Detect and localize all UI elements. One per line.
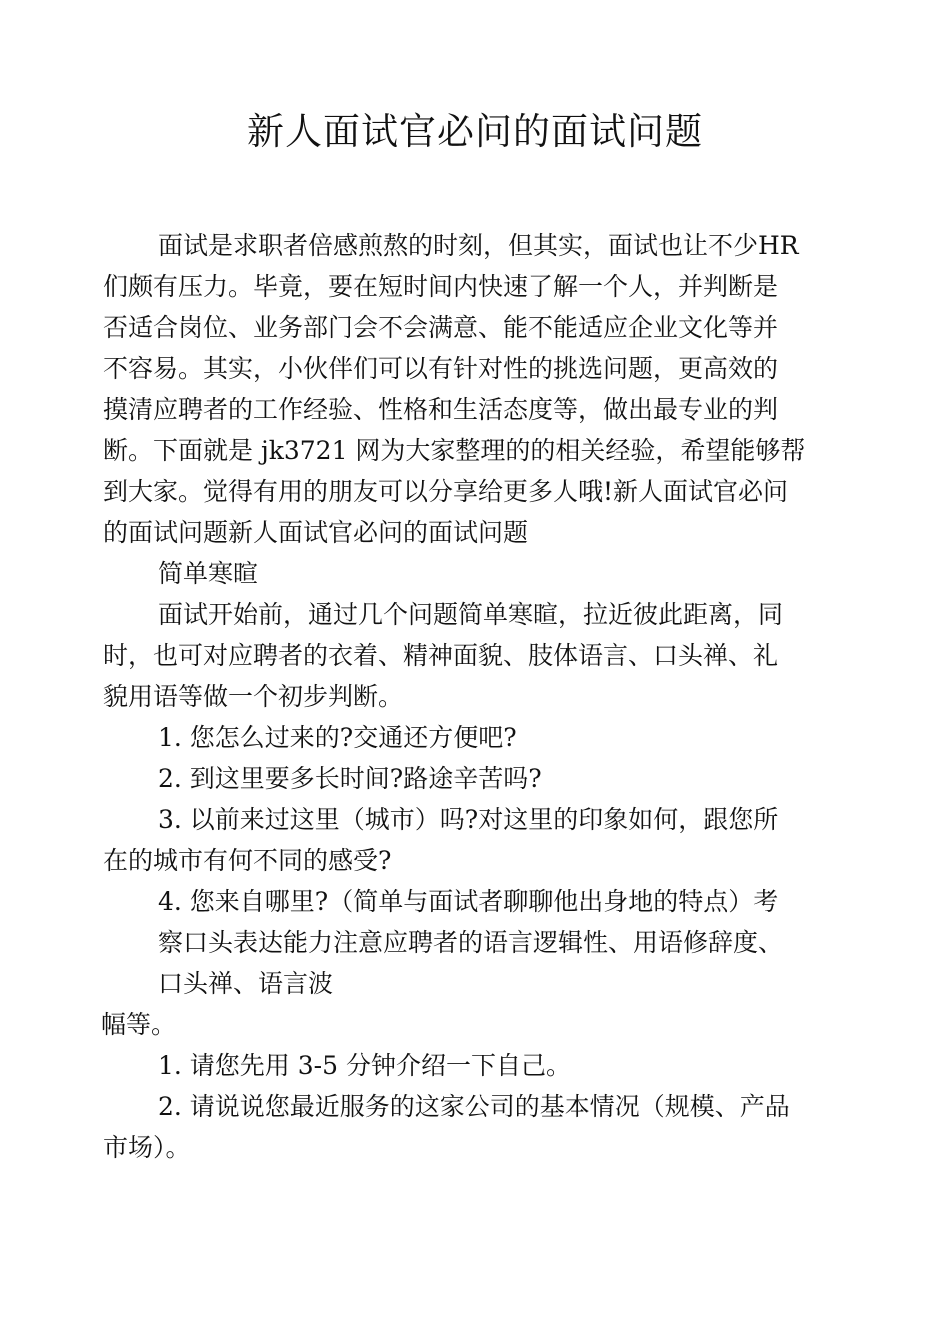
paragraph-line: 口头禅、语言波 [158,969,334,998]
paragraph-line: 不容易。其实，小伙伴们可以有针对性的挑选问题，更高效的 [103,354,779,383]
list-item: 3. 以前来过这里（城市）吗?对这里的印象如何，跟您所 [158,805,779,834]
list-item: 2. 到这里要多长时间?路途辛苦吗? [158,764,542,793]
list-item-continuation: 市场）。 [103,1133,191,1162]
list-item-continuation: 在的城市有何不同的感受? [103,846,392,875]
paragraph-line: 否适合岗位、业务部门会不会满意、能不能适应企业文化等并 [103,313,779,342]
list-item: 2. 请说说您最近服务的这家公司的基本情况（规模、产品 [158,1092,790,1121]
paragraph-line: 幅等。 [101,1010,177,1039]
paragraph-line: 们颇有压力。毕竟，要在短时间内快速了解一个人，并判断是 [103,272,779,301]
paragraph-line: 时，也可对应聘者的衣着、精神面貌、肢体语言、口头禅、礼 [103,641,779,670]
paragraph-line: 的面试问题新人面试官必问的面试问题 [103,518,529,547]
section-heading: 简单寒暄 [158,559,259,588]
paragraph-line: 摸清应聘者的工作经验、性格和生活态度等，做出最专业的判 [103,395,779,424]
paragraph-line: 貌用语等做一个初步判断。 [103,682,404,711]
paragraph-line: 面试开始前，通过几个问题简单寒暄，拉近彼此距离，同 [158,600,784,629]
paragraph-line: 断。下面就是 jk3721 网为大家整理的的相关经验，希望能够帮 [103,436,806,465]
list-item: 4. 您来自哪里?（简单与面试者聊聊他出身地的特点）考 [158,887,779,916]
document-title: 新人面试官必问的面试问题 [247,110,703,153]
list-item: 1. 请您先用 3-5 分钟介绍一下自己。 [158,1051,571,1080]
paragraph-line: 察口头表达能力注意应聘者的语言逻辑性、用语修辞度、 [158,928,784,957]
paragraph-line: 面试是求职者倍感煎熬的时刻，但其实，面试也让不少HR [158,231,799,260]
paragraph-line: 到大家。觉得有用的朋友可以分享给更多人哦!新人面试官必问 [103,477,789,506]
list-item: 1. 您怎么过来的?交通还方便吧? [158,723,517,752]
